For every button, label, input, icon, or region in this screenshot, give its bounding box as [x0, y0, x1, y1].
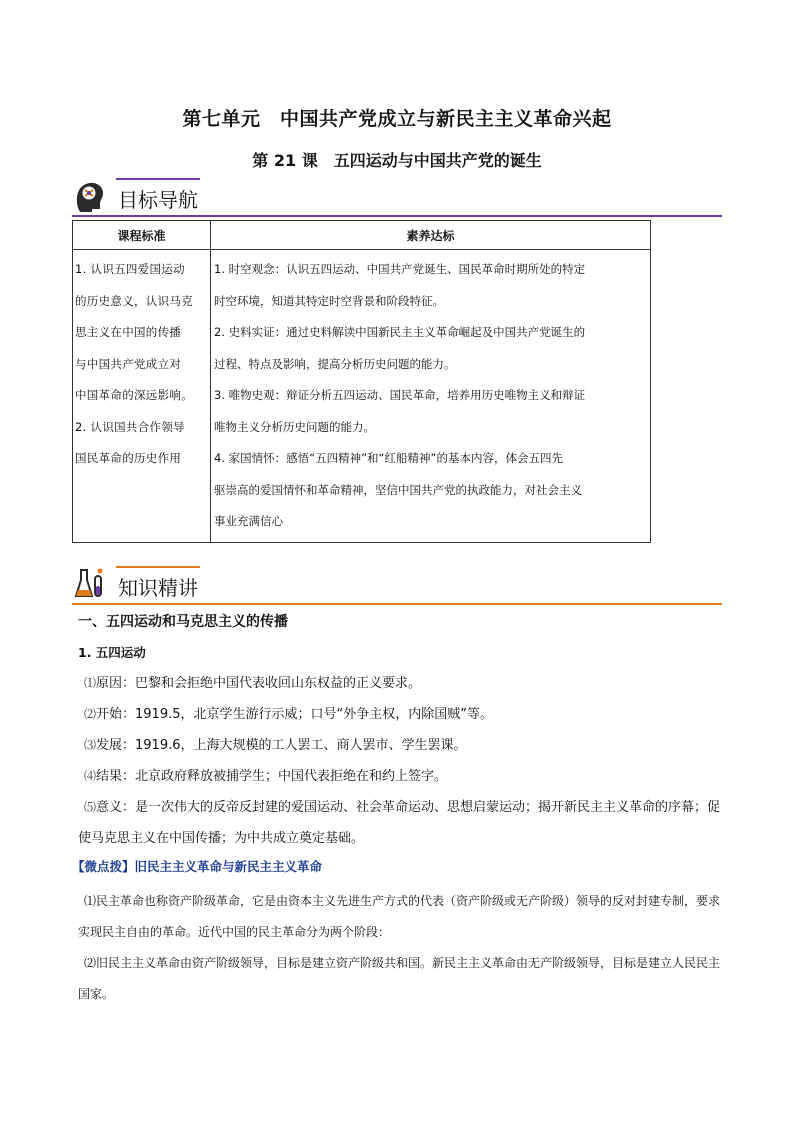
literacy-line: 过程、特点及影响，提高分析历史问题的能力。	[214, 356, 456, 371]
literacy-line: 时空环境，知道其特定时空背景和阶段特征。	[214, 293, 444, 308]
section-title-goals: 目标导航	[118, 188, 198, 212]
literacy-line: 4. 家国情怀：感悟“五四精神”和“红船精神”的基本内容，体会五四先	[214, 451, 563, 465]
literacy-line: 事业充满信心	[214, 514, 283, 528]
item-text: 开始：1919.5，北京学生游行示威；口号“外争主权，内除国贼”等。	[96, 707, 493, 722]
literacy-line: 唯物主义分析历史问题的能力。	[214, 419, 375, 434]
header-accent-line	[116, 178, 200, 180]
standard-line: 1. 认识五四爱国运动	[75, 262, 185, 276]
standard-line: 2. 认识国共合作领导	[75, 419, 185, 434]
standard-line: 中国革命的深远影响。	[75, 388, 193, 402]
tip-title: 【微点拨】旧民主主义革命与新民主主义革命	[72, 859, 323, 874]
table-header-literacy: 素养达标	[211, 221, 651, 250]
list-item	[84, 668, 729, 699]
flask-icon	[72, 566, 108, 602]
goals-table	[72, 220, 651, 543]
literacy-cell	[211, 250, 651, 543]
brain-icon	[72, 178, 108, 214]
standard-line: 与中国共产党成立对	[75, 356, 182, 371]
section-title-knowledge: 知识精讲	[118, 576, 198, 600]
list-item	[84, 699, 729, 730]
literacy-line: 1. 时空观念：认识五四运动、中国共产党诞生、国民革命时期所处的特定	[214, 262, 586, 276]
sub-heading: 1. 五四运动	[78, 645, 146, 660]
table-header-row	[73, 221, 651, 250]
literacy-line: 2. 史料实证：通过史料解读中国新民主主义革命崛起及中国共产党诞生的	[214, 325, 586, 339]
item-number: ⑷	[84, 769, 97, 783]
item-number: ⑶	[84, 738, 97, 752]
table-row	[73, 250, 651, 543]
standard-line: 思主义在中国的传播	[75, 325, 182, 339]
lesson-title: 第 21 课 五四运动与中国共产党的诞生	[252, 151, 542, 170]
tip-paragraph: ⑴民主革命也称资产阶级革命，它是由资本主义先进生产方式的代表（资产阶级或无产阶级）领导的反对封建专制，要求实现民主自由的革命。近代中国的民主革命分为两个阶段：	[78, 894, 721, 939]
item-number: ⑴	[84, 676, 97, 690]
section-divider	[72, 603, 722, 605]
section-header-knowledge	[72, 566, 722, 606]
literacy-line: 3. 唯物史观：辩证分析五四运动、国民革命，培养用历史唯物主义和辩证	[214, 388, 586, 402]
part-heading: 一、五四运动和马克思主义的传播	[78, 614, 288, 630]
tip-paragraph: ⑵旧民主主义革命由资产阶级领导，目标是建立资产阶级共和国。新民主主义革命由无产阶级领导，目标是建立人民民主国家。	[78, 956, 721, 1001]
section-divider	[72, 215, 722, 217]
item-text: 发展：1919.6，上海大规模的工人罢工、商人罢市、学生罢课。	[96, 738, 467, 753]
unit-title: 第七单元 中国共产党成立与新民主主义革命兴起	[182, 108, 612, 130]
list-item	[84, 761, 729, 792]
item-text: 意义：是一次伟大的反帝反封建的爱国运动、社会革命运动、思想启蒙运动；揭开新民主主义革命的序幕；促使马克思主义在中国传播；为中共成立奠定基础。	[78, 800, 721, 846]
course-standard-cell	[73, 250, 211, 543]
list-item	[84, 730, 729, 761]
section-header-goals	[72, 178, 722, 218]
item-number: ⑵	[84, 707, 97, 721]
item-text: 结果：北京政府释放被捕学生；中国代表拒绝在和约上签字。	[96, 769, 448, 784]
header-accent-line	[116, 566, 200, 568]
literacy-line: 驱崇高的爱国情怀和革命精神，坚信中国共产党的执政能力，对社会主义	[214, 482, 582, 497]
item-text: 原因：巴黎和会拒绝中国代表收回山东权益的正义要求。	[96, 676, 422, 691]
table-header-standard: 课程标准	[73, 221, 211, 250]
list-item	[78, 792, 724, 854]
standard-line: 的历史意义，认识马克	[75, 293, 193, 308]
standard-line: 国民革命的历史作用	[75, 451, 182, 465]
item-number: ⑸	[84, 800, 97, 814]
